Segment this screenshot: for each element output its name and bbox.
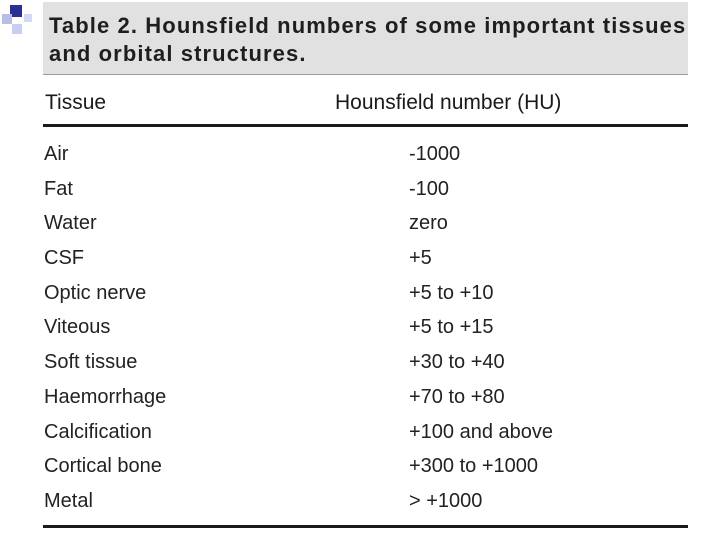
table-caption-box bbox=[43, 2, 688, 75]
decorative-squares bbox=[0, 0, 44, 44]
table-row bbox=[43, 245, 688, 280]
decorative-square bbox=[12, 24, 22, 34]
tissue-cell: Calcification bbox=[44, 420, 152, 443]
tissue-cell: Air bbox=[44, 143, 69, 165]
hu-cell: -1000 bbox=[409, 143, 461, 165]
tissue-cell: Water bbox=[44, 212, 97, 235]
decorative-square bbox=[2, 14, 12, 24]
tissue-cell: Soft tissue bbox=[44, 351, 138, 374]
hu-cell: -100 bbox=[409, 177, 450, 200]
table-row bbox=[43, 314, 688, 349]
table-row bbox=[43, 280, 688, 315]
hu-cell: +100 and above bbox=[409, 420, 554, 443]
table-row bbox=[43, 419, 688, 454]
table-caption: Table 2. Hounsfield numbers of some important tissues and orbital structures. bbox=[49, 13, 687, 66]
table-row bbox=[43, 349, 688, 384]
table-header-row bbox=[43, 88, 688, 127]
tissue-cell: Haemorrhage bbox=[44, 385, 167, 408]
table-bottom-rule bbox=[43, 525, 688, 528]
column-header-tissue: Tissue bbox=[45, 91, 107, 114]
table-row bbox=[43, 453, 688, 488]
hu-cell: +30 to +40 bbox=[409, 351, 505, 374]
hu-cell: +5 bbox=[409, 247, 432, 270]
table-row bbox=[43, 210, 688, 245]
hu-cell: +5 to +10 bbox=[409, 281, 494, 304]
tissue-cell: CSF bbox=[44, 247, 84, 270]
hu-cell: +5 to +15 bbox=[409, 316, 494, 339]
table-body bbox=[43, 141, 688, 523]
table-row bbox=[43, 488, 688, 523]
tissue-cell: Fat bbox=[44, 177, 73, 200]
table-row bbox=[43, 141, 688, 176]
hounsfield-table bbox=[43, 88, 688, 512]
hu-cell: +70 to +80 bbox=[409, 385, 505, 408]
hu-cell: +300 to +1000 bbox=[409, 455, 539, 478]
column-header-hounsfield: Hounsfield number (HU) bbox=[335, 91, 562, 114]
tissue-cell: Optic nerve bbox=[44, 281, 147, 304]
tissue-cell: Metal bbox=[44, 489, 93, 512]
table-row bbox=[43, 176, 688, 211]
hu-cell: > +1000 bbox=[409, 489, 483, 512]
hu-cell: zero bbox=[409, 212, 448, 235]
tissue-cell: Cortical bone bbox=[44, 455, 162, 478]
decorative-square bbox=[24, 14, 32, 22]
table-row bbox=[43, 384, 688, 419]
tissue-cell: Viteous bbox=[44, 316, 111, 339]
